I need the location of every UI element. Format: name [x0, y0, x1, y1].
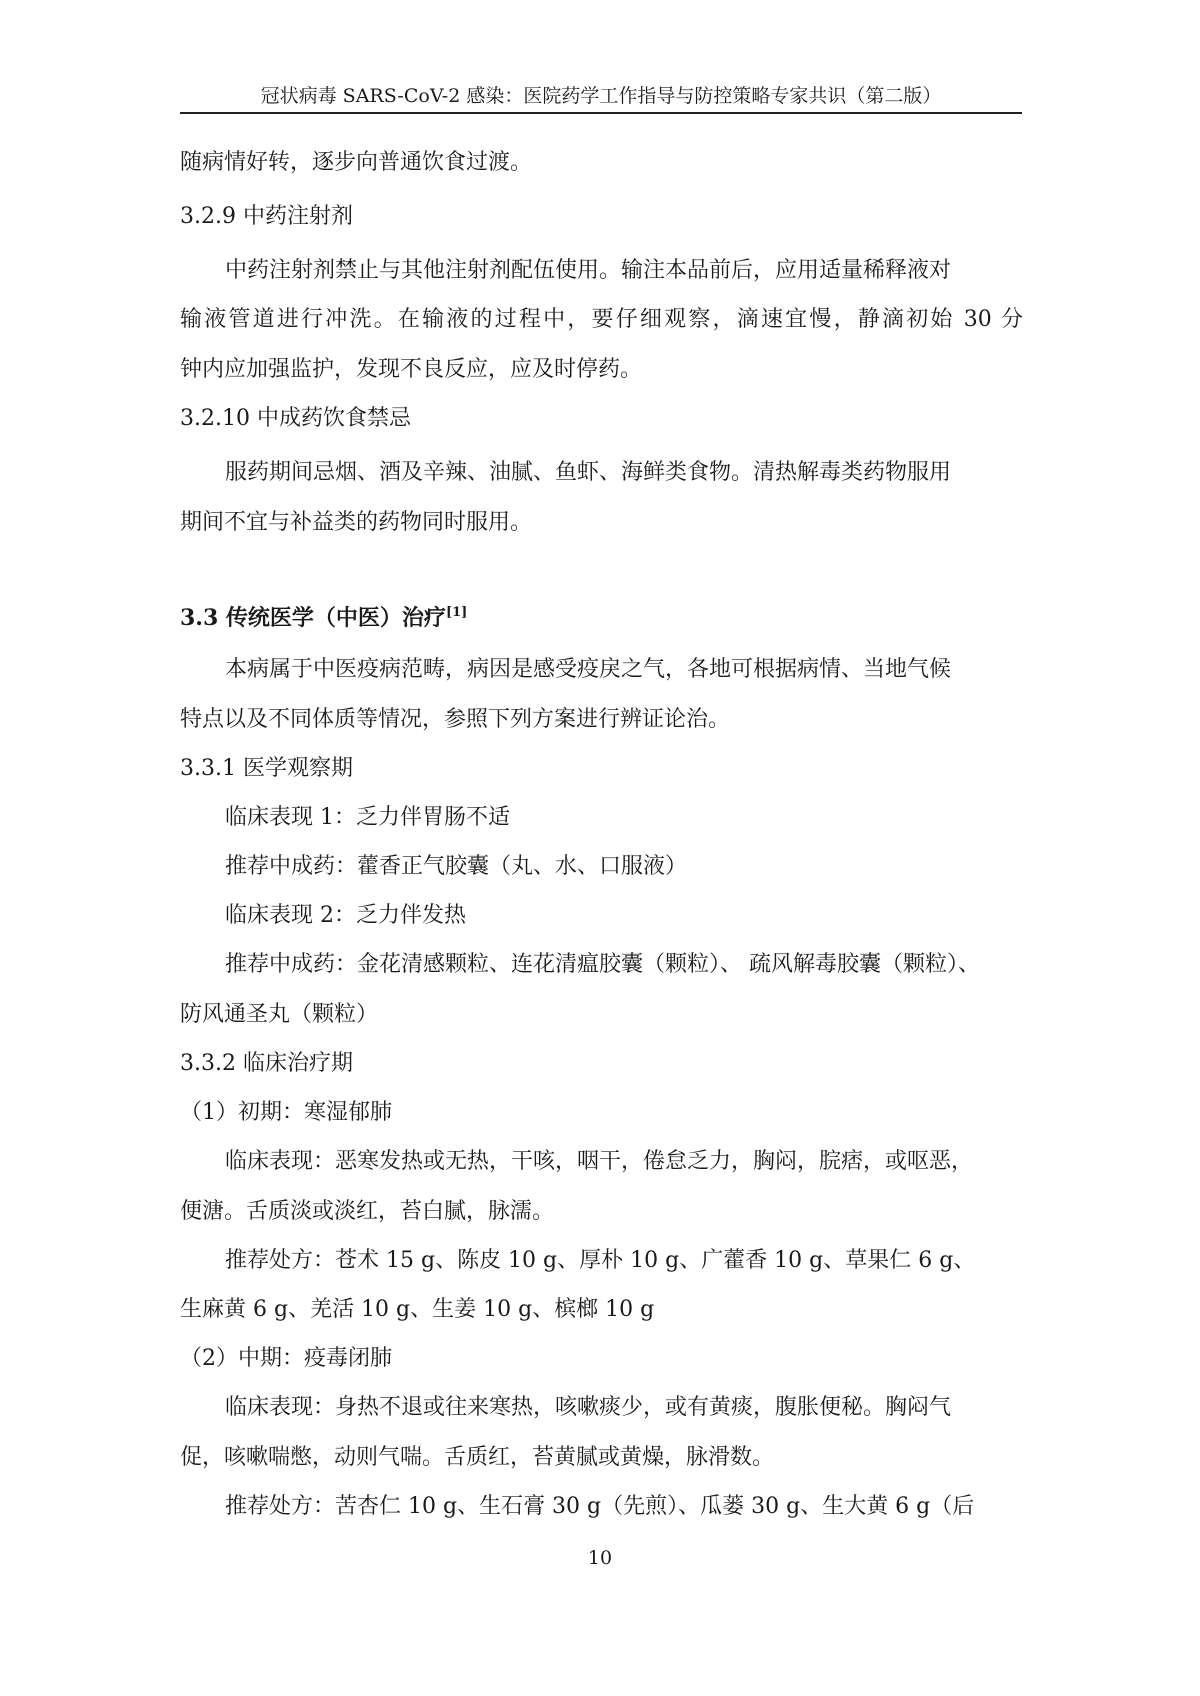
running-header: 冠状病毒 SARS-CoV-2 感染：医院药学工作指导与防控策略专家共识（第二版）	[260, 85, 942, 107]
clinical-manifestation: 临床表现 1：乏力伴胃肠不适	[225, 805, 510, 830]
paragraph-line: 随病情好转，逐步向普通饮食过渡。	[180, 150, 533, 175]
header-rule	[180, 112, 1022, 114]
clinical-manifestation: 促，咳嗽喘憋，动则气喘。舌质红，苔黄腻或黄燥，脉滑数。	[180, 1445, 775, 1470]
paragraph-line: 期间不宜与补益类的药物同时服用。	[180, 510, 533, 535]
recommended-prescription: 推荐处方：苦杏仁 10 g、生石膏 30 g（先煎）、瓜蒌 30 g、生大黄 6 g（后	[225, 1494, 975, 1519]
paragraph-line: 钟内应加强监护，发现不良反应，应及时停药。	[180, 357, 643, 382]
clinical-manifestation: 临床表现：恶寒发热或无热，干咳，咽干，倦怠乏力，胸闷，脘痞，或呕恶，	[225, 1149, 974, 1174]
paragraph-line: 服药期间忌烟、酒及辛辣、油腻、鱼虾、海鲜类食物。清热解毒类药物服用	[225, 460, 952, 485]
recommended-medicine: 推荐中成药：藿香正气胶囊（丸、水、口服液）	[225, 854, 688, 879]
recommended-prescription: 推荐处方：苍术 15 g、陈皮 10 g、厚朴 10 g、广藿香 10 g、草果仁 6 g、	[225, 1248, 976, 1273]
paragraph-line: 本病属于中医疫病范畴，病因是感受疫戾之气，各地可根据病情、当地气候	[225, 657, 952, 682]
page-number: 10	[587, 1547, 613, 1569]
section-heading-3-3-1: 3.3.1 医学观察期	[180, 756, 353, 781]
clinical-manifestation: 便溏。舌质淡或淡红，苔白腻，脉濡。	[180, 1199, 555, 1224]
citation-ref: [1]	[445, 605, 468, 620]
paragraph-line: 特点以及不同体质等情况，参照下列方案进行辨证论治。	[180, 707, 731, 732]
paragraph-line: 中药注射剂禁止与其他注射剂配伍使用。输注本品前后，应用适量稀释液对	[225, 258, 952, 283]
section-heading-3-2-10: 3.2.10 中成药饮食禁忌	[180, 406, 411, 431]
section-heading-3-3-text: 3.3 传统医学（中医）治疗	[180, 605, 446, 631]
stage-heading: （2）中期：疫毒闭肺	[180, 1346, 392, 1371]
recommended-medicine: 防风通圣丸（颗粒）	[180, 1002, 379, 1027]
section-heading-3-3-2: 3.3.2 临床治疗期	[180, 1051, 353, 1076]
paragraph-line: 输液管道进行冲洗。在输液的过程中，要仔细观察，滴速宜慢，静滴初始 30 分	[180, 307, 1023, 332]
recommended-prescription: 生麻黄 6 g、羌活 10 g、生姜 10 g、槟榔 10 g	[180, 1297, 655, 1322]
section-heading-3-3	[180, 603, 467, 633]
section-heading-3-2-9: 3.2.9 中药注射剂	[180, 204, 353, 229]
stage-heading: （1）初期：寒湿郁肺	[180, 1100, 392, 1125]
recommended-medicine: 推荐中成药：金花清感颗粒、连花清瘟胶囊（颗粒）、 疏风解毒胶囊（颗粒）、	[225, 952, 980, 977]
clinical-manifestation: 临床表现：身热不退或往来寒热，咳嗽痰少，或有黄痰，腹胀便秘。胸闷气	[225, 1395, 952, 1420]
clinical-manifestation: 临床表现 2：乏力伴发热	[225, 903, 466, 928]
